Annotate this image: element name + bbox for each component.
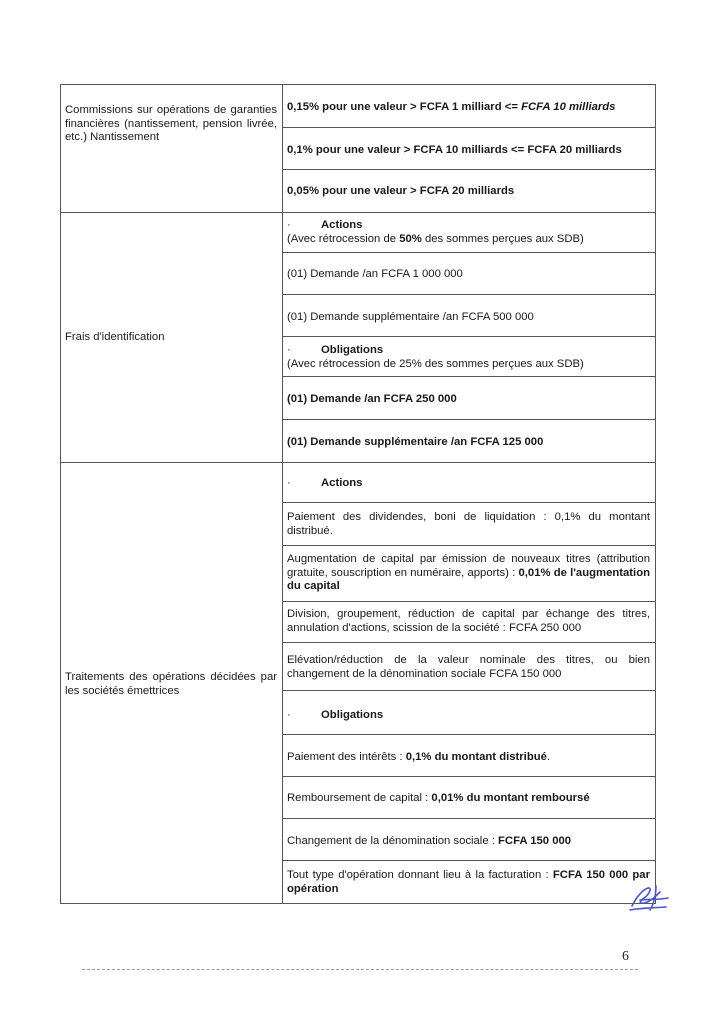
fee-row (283, 420, 655, 463)
subheading: Obligations (321, 709, 384, 721)
label-cell (61, 213, 283, 462)
fee-row (283, 691, 655, 735)
fee-row (283, 503, 655, 546)
label-cell (61, 85, 283, 212)
section-label: Traitements des opérations décidées par les sociétés émettrices (65, 671, 277, 697)
bullet-icon: · (287, 344, 291, 356)
value-column (283, 85, 655, 212)
section-traitements (61, 463, 655, 904)
fee-row (283, 85, 655, 128)
fee-row (283, 337, 655, 377)
fee-text: (01) Demande /an FCFA 1 000 000 (287, 268, 463, 280)
fee-row: Paiement des intérêts : 0,1% du montant distribué. (283, 735, 655, 777)
section-label: Commissions sur opérations de garanties financières (nantissement, pension livrée, etc.) Nantissement (65, 104, 277, 143)
footer-divider (82, 969, 638, 970)
rate-text: 0,15% pour une valeur > FCFA 1 milliard <= (287, 101, 522, 113)
rate-text: 0,05% pour une valeur > FCFA 20 milliards (287, 185, 515, 197)
fee-row (283, 643, 655, 691)
fee-row (283, 546, 655, 602)
bullet-icon: · (287, 709, 291, 721)
fee-text: (Avec rétrocession de 25% des sommes perçues aux SDB) (287, 357, 584, 370)
rate-text: 0,1% pour une valeur > FCFA 10 milliards <= FCFA 20 milliards (287, 144, 622, 156)
fee-text: Augmentation de capital par émission de nouveaux titres (attribution gratuite, souscription en numéraire, apports) : (287, 553, 650, 579)
fee-row: Tout type d'opération donnant lieu à la facturation : FCFA 150 000 par opération (287, 869, 650, 895)
section-identification (61, 213, 655, 463)
fee-text: (01) Demande supplémentaire /an FCFA 500 000 (287, 311, 534, 323)
bullet-icon: · (287, 219, 291, 231)
subheading: Obligations (321, 344, 384, 356)
subheading: Actions (321, 219, 363, 231)
fee-text: Paiement des dividendes, boni de liquidation : 0,1% du montant distribué. (287, 511, 650, 537)
fee-row (283, 463, 655, 503)
fee-text: (01) Demande /an FCFA 250 000 (287, 393, 457, 405)
page-number: 6 (622, 949, 629, 964)
label-cell (61, 463, 283, 904)
fee-row: Remboursement de capital : 0,01% du montant remboursé (283, 777, 655, 819)
fee-text: Division, groupement, réduction de capital par échange des titres, annulation d'actions, scission de la société : FCFA 250 000 (287, 608, 650, 634)
fee-row (283, 377, 655, 420)
value-column (283, 213, 655, 462)
section-garanties (61, 85, 655, 213)
fee-text: (01) Demande supplémentaire /an FCFA 125 000 (287, 436, 544, 448)
fee-row (283, 253, 655, 295)
fee-row (283, 295, 655, 337)
fee-row (283, 128, 655, 170)
bullet-icon: · (287, 477, 291, 489)
fee-table (60, 84, 656, 904)
section-label: Frais d'identification (65, 331, 165, 343)
fee-row (283, 602, 655, 643)
rate-text-italic: FCFA 10 milliards (521, 101, 616, 113)
signature-mark (626, 880, 672, 914)
fee-row (283, 170, 655, 213)
fee-row: · Actions (Avec rétrocession de 50% des sommes perçues aux SDB) (283, 213, 655, 253)
fee-text-bold: 0,01% de l'augmentation du capital (287, 566, 650, 592)
subheading: Actions (321, 477, 363, 489)
value-column (283, 463, 655, 904)
fee-row: Changement de la dénomination sociale : FCFA 150 000 (283, 819, 655, 861)
fee-text: Elévation/réduction de la valeur nominale des titres, ou bien changement de la dénomination sociale FCFA 150 000 (287, 654, 650, 680)
